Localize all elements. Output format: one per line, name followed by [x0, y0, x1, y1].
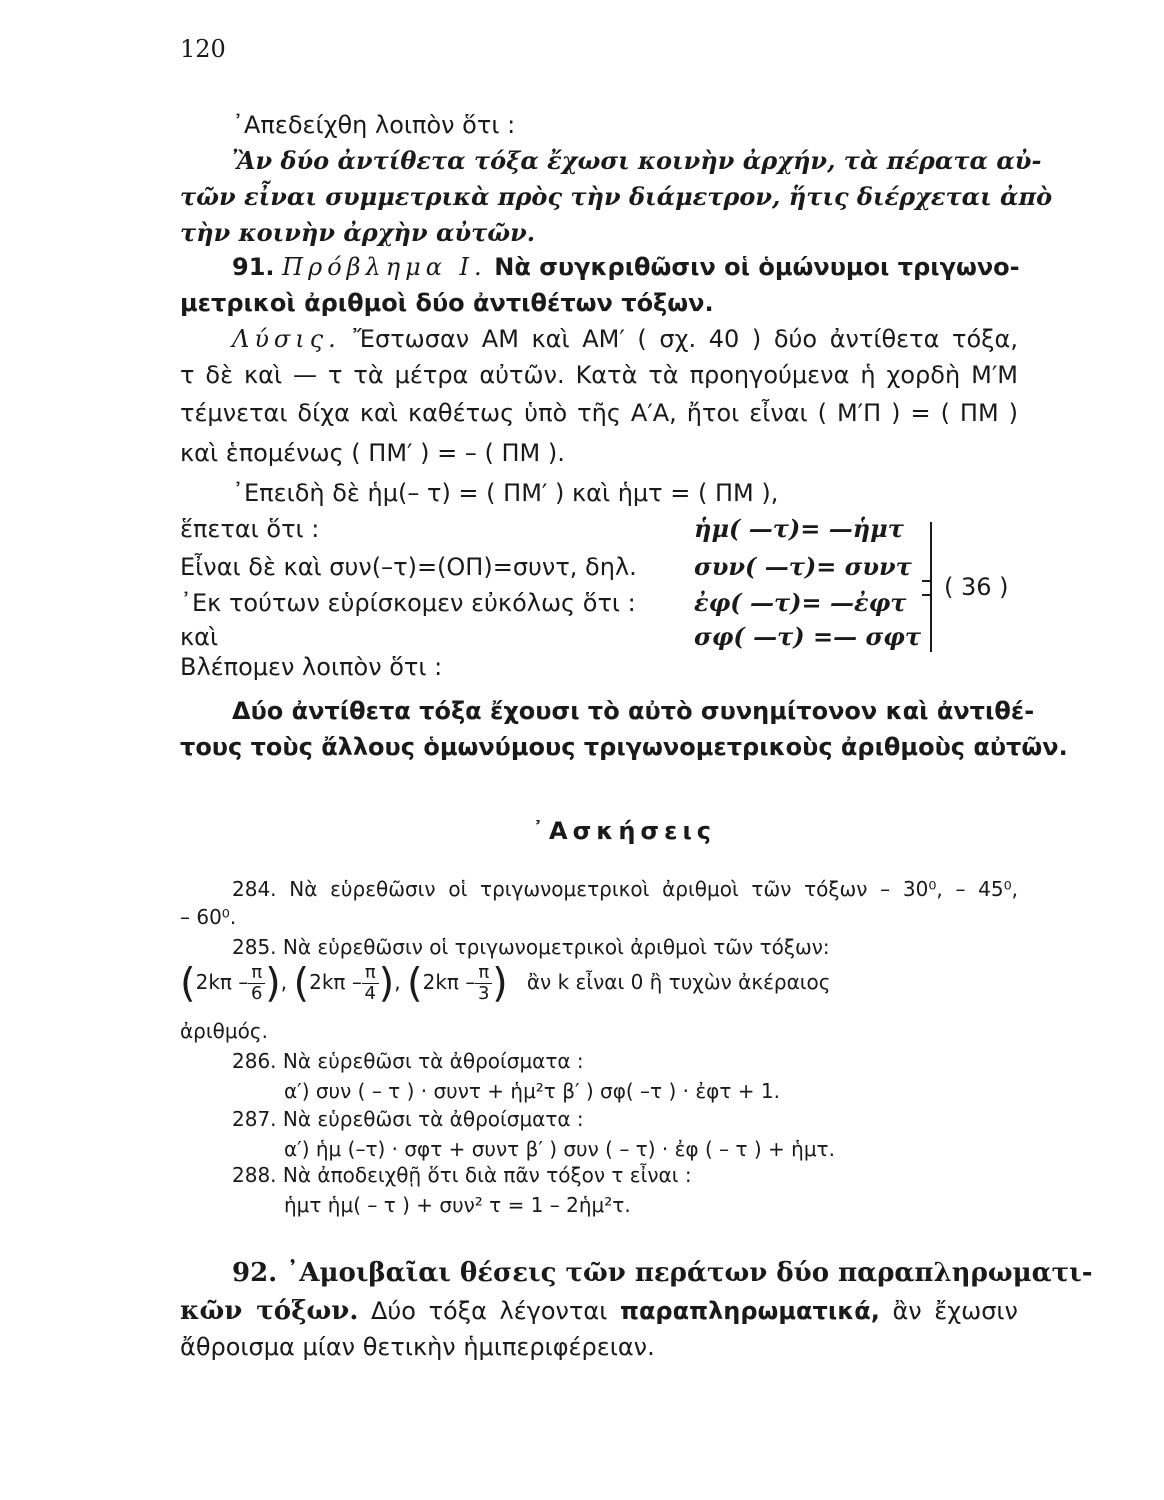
section-text: Δύο τόξα λέγονται: [370, 1297, 608, 1325]
equation-right: ἡμ( —τ)= —ἡμτ: [694, 514, 904, 543]
equation-brace: [916, 522, 932, 652]
theorem-line: Ἂν δύο ἀντίθετα τόξα ἔχωσι κοινὴν ἀρχήν, τὰ πέρατα αὐ-: [232, 146, 1042, 175]
problem-label: Πρόβλημα Ι.: [282, 253, 487, 281]
exercise-line: 285. Νὰ εὑρεθῶσιν οἱ τριγωνομετρικοὶ ἀριθμοὶ τῶν τόξων:: [232, 935, 830, 959]
equation-right: συν( —τ)= συντ: [694, 552, 912, 581]
equation-left: ᾿Εκ τούτων εὑρίσκομεν εὐκόλως ὅτι :: [180, 589, 636, 617]
solution-text: Ἔστωσαν ΑΜ καὶ ΑΜ′ ( σχ. 40 ) δύο ἀντίθετα τόξα,: [353, 325, 1018, 353]
section-line: ἄθροισμα μίαν θετικὴν ἡμιπεριφέρειαν.: [180, 1333, 655, 1361]
conclusion-line: τους τοὺς ἄλλους ὁμωνύμους τριγωνομετρικοὺς ἀριθμοὺς αὐτῶν.: [180, 733, 1068, 761]
formula-term: 2kπ –: [309, 970, 362, 994]
formula-term: 2kπ –: [195, 970, 249, 994]
problem-text: Νὰ συγκριθῶσιν οἱ ὁμώνυμοι τριγωνο-: [494, 253, 1020, 281]
theorem-line: τὴν κοινὴν ἀρχὴν αὐτῶν.: [180, 218, 536, 247]
formula-tail: ἂν k εἶναι 0 ἢ τυχὼν ἀκέραιος: [526, 970, 831, 994]
section-heading: 92. ᾿Αμοιβαῖαι θέσεις τῶν περάτων δύο παραπληρωματι-: [232, 1258, 1093, 1288]
exercise-line: 286. Νὰ εὑρεθῶσι τὰ ἀθροίσματα :: [232, 1049, 584, 1073]
problem-heading: [232, 252, 1018, 282]
section-heading-cont: κῶν τόξων.: [180, 1296, 359, 1326]
exercise-line: 287. Νὰ εὑρεθῶσι τὰ ἀθροίσματα :: [232, 1107, 584, 1131]
text-line: ᾿Απεδείχθη λοιπὸν ὅτι :: [232, 111, 516, 139]
equation-left: Εἶναι δὲ καὶ συν(–τ)=(ΟΠ)=συντ, δηλ.: [180, 553, 637, 581]
exercise-line: ἡμτ ἡμ( – τ ) + συν² τ = 1 – 2ἡμ²τ.: [284, 1193, 631, 1217]
section-keyword: παραπληρωματικά,: [619, 1297, 880, 1325]
problem-number: 91.: [232, 253, 275, 281]
text-line: τέμνεται δίχα καὶ καθέτως ὑπὸ τῆς Α′Α, ἤτοι εἶναι ( Μ′Π ) = ( ΠΜ ): [180, 399, 1018, 427]
text-line: καὶ ἑπομένως ( ΠΜ′ ) = – ( ΠΜ ).: [180, 439, 565, 467]
text-line: ᾿Επειδὴ δὲ ἡμ(– τ) = ( ΠΜ′ ) καὶ ἡμτ = ( ΠΜ ),: [232, 479, 779, 507]
solution-label: Λύσις.: [232, 325, 341, 353]
exercise-line: α′) συν ( – τ ) · συντ + ἡμ²τ β′ ) σφ( –τ ) · ἐφτ + 1.: [284, 1079, 780, 1103]
problem-line: μετρικοὶ ἀριθμοὶ δύο ἀντιθέτων τόξων.: [180, 289, 714, 317]
solution-line: [232, 324, 1018, 354]
section-text: ἂν ἔχωσιν: [892, 1297, 1018, 1325]
equation-left: καὶ: [180, 623, 219, 651]
exercise-line: – 60⁰.: [180, 905, 237, 929]
equation-right: σφ( —τ) =— σφτ: [694, 622, 922, 651]
exercise-line: 288. Νὰ ἀποδειχθῇ ὅτι διὰ πᾶν τόξον τ εἶναι :: [232, 1163, 692, 1187]
equation-right: ἐφ( —τ)= —ἐφτ: [694, 588, 907, 617]
exercise-line: α′) ἡμ (–τ) · σφτ + συντ β′ ) συν ( – τ) · ἐφ ( – τ ) + ἡμτ.: [284, 1137, 835, 1161]
exercise-line: 284. Νὰ εὑρεθῶσιν οἱ τριγωνομετρικοὶ ἀριθμοὶ τῶν τόξων – 30⁰, – 45⁰,: [232, 877, 1018, 901]
formula-term: 2kπ –: [422, 970, 476, 994]
theorem-line: τῶν εἶναι συμμετρικὰ πρὸς τὴν διάμετρον, ἥτις διέρχεται ἀπὸ: [180, 182, 1053, 211]
equation-tag: ( 36 ): [944, 573, 1009, 601]
text-line: τ δὲ καὶ — τ τὰ μέτρα αὐτῶν. Κατὰ τὰ προηγούμενα ἡ χορδὴ Μ′Μ: [180, 361, 1018, 389]
exercise-formula-row: (2kπ – $\frac{\pi}{6}$ ), (2kπ – $\frac{\pi}{4}$ ), (2kπ – $\frac{\pi}{3}$ ) ἂν k εἶναι 0 ἢ τυχὼν ἀκέραιος: [180, 960, 831, 1007]
conclusion-line: Δύο ἀντίθετα τόξα ἔχουσι τὸ αὐτὸ συνημίτονον καὶ ἀντιθέ-: [232, 697, 1035, 725]
exercise-line: ἀριθμός.: [180, 1019, 268, 1043]
equation-left: ἕπεται ὅτι :: [180, 515, 320, 543]
text-line: Βλέπομεν λοιπὸν ὅτι :: [180, 653, 443, 681]
section-line: [180, 1296, 1018, 1326]
exercises-title: ᾿Ασκήσεις: [532, 817, 717, 845]
page-number: 120: [180, 35, 226, 63]
